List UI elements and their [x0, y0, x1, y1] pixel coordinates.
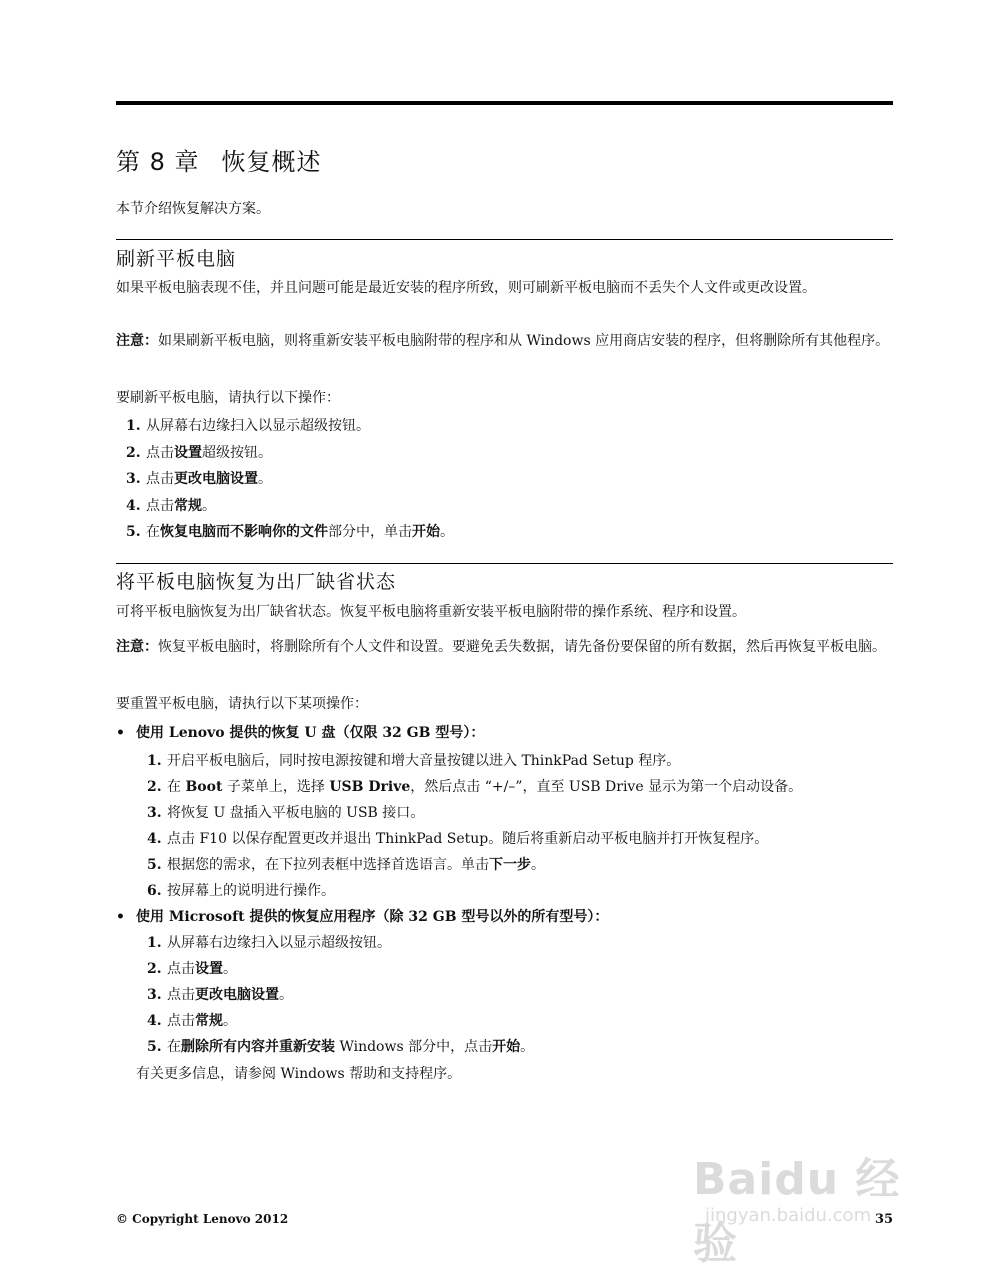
closing-text: 有关更多信息，请参阅 Windows 帮助和支持程序。 — [136, 1066, 462, 1082]
step-item — [126, 415, 370, 435]
reset-lead: 要重置平板电脑，请执行以下某项操作： — [116, 696, 368, 712]
note-text: 恢复平板电脑时，将删除所有个人文件和设置。要避免丢失数据，请先备份要保留的所有数据，然后再恢复平板电脑。 — [158, 639, 886, 655]
step-text: 超级按钮。 — [202, 444, 272, 461]
step-text: 点击 — [146, 444, 174, 461]
step-text: 从屏幕右边缘扫入以显示超级按钮。 — [167, 935, 391, 951]
step-text: 。 — [258, 471, 272, 487]
step-number: 2. — [147, 961, 162, 977]
step-emphasis: 设置 — [174, 444, 202, 461]
step-number: 5. — [126, 524, 141, 540]
step-text: 在 — [167, 1039, 181, 1055]
step-item — [147, 958, 237, 978]
watermark-url: jingyan.baidu.com — [705, 1205, 872, 1226]
step-item — [147, 828, 768, 848]
step-text: 点击 — [146, 497, 174, 514]
step-emphasis: USB Drive — [329, 779, 411, 795]
bullet-label: 使用 Lenovo 提供的恢复 U 盘（仅限 32 GB 型号）： — [136, 725, 485, 741]
step-emphasis: 常规 — [174, 497, 202, 514]
step-emphasis: Boot — [185, 779, 223, 795]
step-number: 1. — [147, 935, 162, 951]
step-text: 。 — [279, 987, 293, 1003]
watermark-brand: Baidu 经验 — [693, 1154, 901, 1269]
step-text: 从屏幕右边缘扫入以显示超级按钮。 — [146, 418, 370, 434]
refresh-description: 如果平板电脑表现不佳，并且问题可能是最近安装的程序所致，则可刷新平板电脑而不丢失个人文件或更改设置。 — [116, 280, 816, 296]
step-text: 点击 F10 以保存配置更改并退出 ThinkPad Setup。随后将重新启动平板电脑并打开恢复程序。 — [167, 831, 769, 847]
step-text: 点击 — [167, 1013, 195, 1029]
step-number: 4. — [147, 1013, 162, 1029]
step-item — [147, 880, 335, 900]
step-text: 点击 — [146, 471, 174, 487]
step-number: 1. — [126, 418, 141, 434]
step-number: 5. — [147, 1039, 162, 1055]
reset-note — [116, 637, 893, 658]
step-text: 按屏幕上的说明进行操作。 — [167, 883, 335, 899]
section-heading-factory-reset: 将平板电脑恢复为出厂缺省状态 — [116, 571, 397, 593]
step-emphasis: 常规 — [195, 1013, 223, 1029]
step-text: 。 — [520, 1039, 535, 1055]
step-text: 部分中，单击 — [328, 524, 412, 540]
baidu-watermark — [693, 1143, 923, 1269]
page-number: 35 — [875, 1212, 894, 1227]
step-emphasis: 更改电脑设置 — [174, 471, 258, 487]
step-number: 4. — [147, 831, 162, 847]
chapter-title — [116, 142, 322, 177]
step-text: 。 — [223, 1013, 237, 1029]
step-text: 将恢复 U 盘插入平板电脑的 USB 接口。 — [167, 805, 425, 821]
section-heading-refresh: 刷新平板电脑 — [116, 248, 237, 270]
step-text: ，然后点击 “+/–”，直至 USB Drive 显示为第一个启动设备。 — [410, 779, 803, 795]
top-rule — [116, 101, 893, 105]
step-text: 。 — [202, 497, 216, 514]
step-text: 开启平板电脑后，同时按电源按键和增大音量按键以进入 ThinkPad Setup 程序。 — [167, 753, 681, 769]
step-text: 。 — [440, 524, 454, 540]
step-emphasis: 开始 — [492, 1039, 521, 1055]
step-number: 6. — [147, 883, 162, 899]
step-emphasis: 更改电脑设置 — [195, 987, 279, 1003]
section-rule — [116, 563, 893, 564]
step-item — [147, 776, 802, 796]
step-text: 点击 — [167, 961, 195, 977]
step-emphasis: 设置 — [195, 961, 223, 977]
section-rule — [116, 239, 893, 240]
bullet-microsoft-recovery — [116, 906, 608, 926]
step-emphasis: 恢复电脑而不影响你的文件 — [160, 524, 328, 540]
step-item — [147, 984, 293, 1004]
step-text: 。 — [223, 961, 237, 977]
step-number: 2. — [126, 444, 141, 461]
step-item — [147, 750, 680, 770]
note-text: 如果刷新平板电脑，则将重新安装平板电脑附带的程序和从 Windows 应用商店安装的程序，但将删除所有其他程序。 — [158, 333, 890, 349]
step-text: 。 — [531, 857, 545, 873]
step-item — [126, 468, 272, 488]
intro-text: 本节介绍恢复解决方案。 — [116, 201, 270, 217]
step-item — [126, 495, 216, 515]
step-item — [147, 932, 391, 952]
step-number: 3. — [147, 805, 162, 821]
step-item — [126, 521, 454, 541]
chapter-name: 恢复概述 — [221, 148, 322, 176]
step-item — [147, 802, 424, 822]
bullet-dot: • — [116, 725, 125, 741]
step-text: 在 — [167, 779, 186, 795]
step-emphasis: 下一步 — [489, 857, 531, 873]
step-item — [147, 1010, 237, 1030]
note-label: 注意： — [116, 333, 158, 349]
step-item — [147, 854, 545, 874]
bullet-dot: • — [116, 909, 125, 925]
step-emphasis: 开始 — [412, 524, 440, 540]
step-number: 3. — [126, 471, 141, 487]
step-number: 2. — [147, 779, 162, 795]
bullet-usb-recovery — [116, 722, 484, 742]
copyright: © Copyright Lenovo 2012 — [116, 1212, 289, 1226]
refresh-lead: 要刷新平板电脑，请执行以下操作： — [116, 390, 340, 406]
step-text: 点击 — [167, 987, 195, 1003]
step-item — [147, 1036, 534, 1056]
step-number: 1. — [147, 753, 162, 769]
step-number: 3. — [147, 987, 162, 1003]
step-text: Windows 部分中，点击 — [335, 1039, 493, 1055]
step-text: 在 — [146, 524, 160, 540]
step-emphasis: 删除所有内容并重新安装 — [181, 1039, 335, 1055]
step-text: 子菜单上，选择 — [222, 779, 330, 795]
step-text: 根据您的需求，在下拉列表框中选择首选语言。单击 — [167, 857, 489, 873]
step-item — [126, 442, 272, 462]
chapter-number: 第 8 章 — [116, 148, 200, 176]
refresh-note — [116, 331, 893, 352]
step-number: 4. — [126, 497, 141, 514]
bullet-label: 使用 Microsoft 提供的恢复应用程序（除 32 GB 型号以外的所有型号）： — [136, 909, 609, 925]
reset-description: 可将平板电脑恢复为出厂缺省状态。恢复平板电脑将重新安装平板电脑附带的操作系统、程序和设置。 — [116, 604, 746, 620]
step-number: 5. — [147, 857, 162, 873]
note-label: 注意： — [116, 639, 158, 655]
